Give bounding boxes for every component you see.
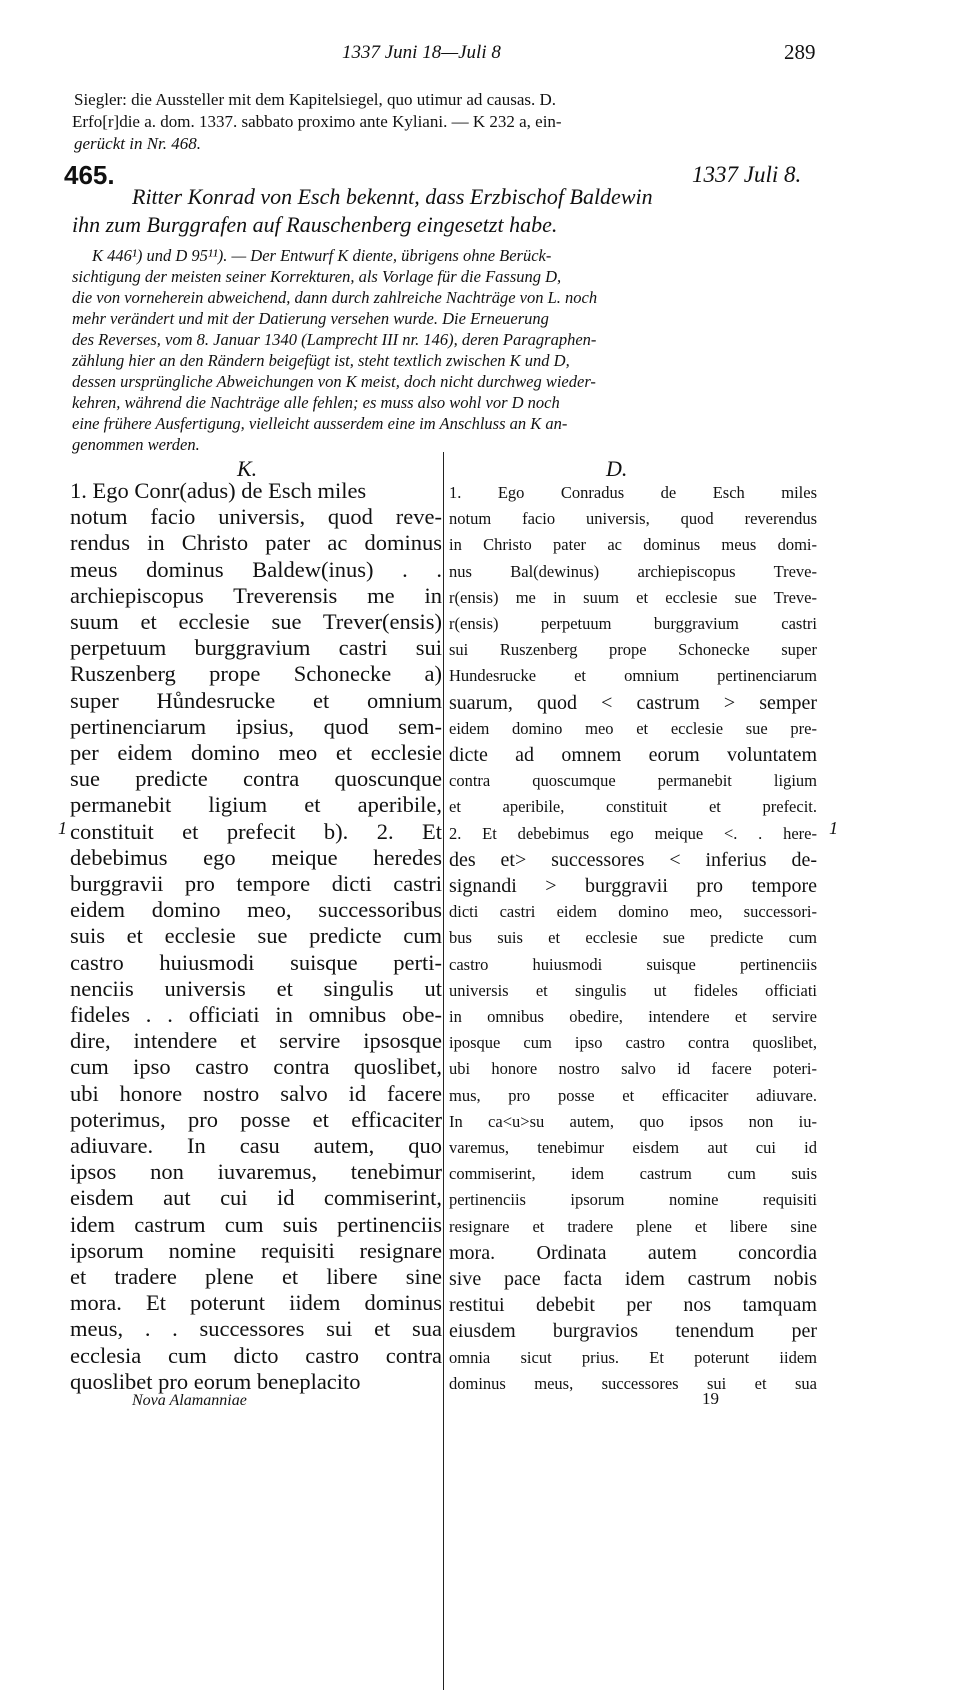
column-k-line: mora. Et poterunt iidem dominus [70, 1290, 442, 1316]
column-heading-k: K. [237, 456, 258, 481]
column-k-line: eidem domino meo, successoribus [70, 897, 442, 923]
previous-entry-line: Erfo[r]die a. dom. 1337. sabbato proximo ante Kyliani. — K 232 a, ein- [72, 112, 562, 131]
column-k-line: sue predicte contra quoscunque [70, 766, 442, 792]
description-line: genommen werden. [72, 435, 200, 454]
entry-title-line: ihn zum Burggrafen auf Rauschenberg eingesetzt habe. [72, 212, 558, 237]
column-d-line: eiusdem burgravios tenendum per [449, 1320, 817, 1343]
page-number: 289 [784, 40, 816, 64]
description-line: die von vorneherein abweichend, dann durch zahlreiche Nachträge von L. noch [72, 288, 598, 307]
margin-paragraph-number-right: 1 [829, 818, 838, 838]
column-k-line: fideles . . officiati in omnibus obe- [70, 1002, 442, 1027]
column-d-line: 2. Et debebimus ego meique <. . here- [449, 823, 817, 843]
description-line: mehr verändert und mit der Datierung versehen wurde. Die Erneuerung [72, 309, 549, 328]
column-d-line: mora. Ordinata autem concordia [449, 1241, 817, 1264]
column-d-line: pertinenciis ipsorum nomine requisiti [449, 1190, 817, 1210]
description-line: des Reverses, vom 8. Januar 1340 (Lamprecht III nr. 146), deren Paragraphen- [72, 330, 597, 349]
column-k-line: rendus in Christo pater ac dominus [70, 530, 442, 556]
entry-title-line: Ritter Konrad von Esch bekennt, dass Erzbischof Baldewin [132, 184, 653, 209]
column-d-line: r(ensis) perpetuum burggravium castri [449, 614, 817, 633]
column-d-line: des et> successores ˂ inferius de- [449, 848, 817, 871]
column-d-line: dicte ad omnem eorum voluntatem [449, 744, 817, 766]
column-k-line: ecclesia cum dicto castro contra [70, 1342, 442, 1368]
column-k-line: meus dominus Baldew(inus) . . [70, 556, 442, 582]
description-line: sichtigung der meisten seiner Korrekturen, als Vorlage für die Fassung D, [72, 267, 562, 286]
column-k-line: perpetuum burggravium castri sui [70, 635, 442, 661]
column-k-line: ipsos non iuvaremus, tenebimur [70, 1159, 442, 1185]
description-line: zählung hier an den Rändern beigefügt ist, steht textlich zwischen K und D, [72, 351, 570, 370]
column-k-line: meus, . . successores sui et sua [70, 1316, 442, 1342]
column-k-line: nenciis universis et singulis ut [70, 975, 442, 1001]
previous-entry-line: Siegler: die Aussteller mit dem Kapitelsiegel, quo utimur ad causas. D. [74, 90, 557, 109]
column-k-line: archiepiscopus Treverensis me in [70, 582, 442, 608]
column-k-line: eisdem aut cui id commiserint, [70, 1185, 442, 1211]
column-divider [443, 452, 444, 1690]
column-d-line: restitui debebit per nos tamquam [449, 1294, 817, 1317]
column-d-line: signandi ˃ burggravii pro tempore [449, 875, 817, 897]
column-k-line: suis et ecclesie sue predicte cum [70, 923, 442, 949]
column-k-line: super Hůndesrucke et omnium [70, 687, 442, 713]
column-d-line: dominus meus, successores sui et sua [449, 1373, 817, 1393]
column-d-line: notum facio universis, quod reverendus [449, 509, 817, 529]
column-k-line: adiuvare. In casu autem, quo [70, 1133, 442, 1158]
column-d-line: et aperibile, constituit et prefecit. [449, 797, 817, 817]
column-d-line: In ca<u>su autem, quo ipsos non iu- [449, 1111, 817, 1131]
column-k-line: constituit et prefecit b). 2. Et [70, 818, 442, 844]
column-k-line: cum ipso castro contra quoslibet, [70, 1054, 442, 1080]
column-d-line: mus, pro posse et efficaciter adiuvare. [449, 1085, 817, 1105]
column-k-line: et tradere plene et libere sine [70, 1264, 442, 1289]
column-k-line: poterimus, pro posse et efficaciter [70, 1106, 442, 1132]
column-d-line: eidem domino meo et ecclesie sue pre- [449, 718, 817, 738]
column-d-line: commiserint, idem castrum cum suis [449, 1164, 817, 1184]
entry-number: 465. [64, 160, 115, 190]
column-k-line: ubi honore nostro salvo id facere [70, 1080, 442, 1106]
column-d-line: 1. Ego Conradus de Esch miles [449, 483, 817, 502]
column-k-line: Ruszenberg prope Schonecke a) [70, 661, 442, 687]
description-line: eine frühere Ausfertigung, vielleicht ausserdem eine im Anschluss an K an- [72, 414, 568, 433]
column-d-line: bus suis et ecclesie sue predicte cum [449, 928, 817, 948]
margin-paragraph-number-left: 1 [58, 818, 67, 838]
column-d-line: varemus, tenebimur eisdem aut cui id [449, 1138, 817, 1157]
column-k-line: ipsorum nomine requisiti resignare [70, 1237, 442, 1263]
column-k-line: burggravii pro tempore dicti castri [70, 871, 442, 896]
column-k-line: dire, intendere et servire ipsosque [70, 1028, 442, 1054]
column-d-line: castro huiusmodi suisque pertinenciis [449, 954, 817, 974]
column-d-line: sive pace facta idem castrum nobis [449, 1268, 817, 1290]
column-d-line: Hundesrucke et omnium pertinenciarum [449, 666, 817, 686]
column-d-line: contra quoscumque permanebit ligium [449, 771, 817, 791]
column-k-line: 1. Ego Conr(adus) de Esch miles [70, 478, 367, 503]
running-header-dates: 1337 Juni 18—Juli 8 [342, 42, 501, 63]
column-heading-d: D. [606, 456, 628, 481]
column-k-line: pertinenciarum ipsius, quod sem- [70, 713, 442, 739]
column-d-line: r(ensis) me in suum et ecclesie sue Treve- [449, 587, 817, 607]
column-k-line: permanebit ligium et aperibile, [70, 792, 442, 818]
column-d-line: ubi honore nostro salvo id facere poteri- [449, 1059, 817, 1079]
column-d-line: in Christo pater ac dominus meus domi- [449, 535, 817, 555]
column-k-line: castro huiusmodi suisque perti- [70, 949, 442, 975]
column-d-line: resignare et tradere plene et libere sine [449, 1216, 817, 1236]
column-k-line: per eidem domino meo et ecclesie [70, 740, 442, 765]
description-line: kehren, während die Nachträge alle fehlen; es muss also wohl vor D noch [72, 393, 560, 412]
column-d-line: sui Ruszenberg prope Schonecke super [449, 640, 817, 660]
column-k-line: debebimus ego meique heredes [70, 844, 442, 870]
previous-entry-line: gerückt in Nr. 468. [74, 134, 202, 153]
column-k-line: notum facio universis, quod reve- [70, 504, 442, 530]
description-line: dessen ursprüngliche Abweichungen von K meist, doch nicht durchweg wieder- [72, 372, 596, 391]
column-d-line: omnia sicut prius. Et poterunt iidem [449, 1347, 817, 1367]
entry-date: 1337 Juli 8. [692, 162, 802, 187]
description-line: K 446¹) und D 95¹¹). — Der Entwurf K diente, übrigens ohne Berück- [92, 246, 552, 265]
signature-mark-left: Nova Alamanniae [132, 1392, 247, 1409]
column-d-line: nus Bal(dewinus) archiepiscopus Treve- [449, 561, 817, 581]
column-d-line: suarum, quod ˂ castrum ˃ semper [449, 691, 817, 714]
column-d-line: dicti castri eidem domino meo, successori- [449, 902, 817, 922]
column-d-line: in omnibus obedire, intendere et servire [449, 1007, 817, 1026]
column-d-line: iposque cum ipso castro contra quoslibet, [449, 1033, 817, 1053]
column-d-line: universis et singulis ut fideles officiati [449, 980, 817, 1000]
column-k-line: quoslibet pro eorum beneplacito [70, 1368, 361, 1394]
signature-mark-right: 19 [702, 1389, 719, 1408]
column-k-line: idem castrum cum suis pertinenciis [70, 1211, 442, 1237]
column-k-line: suum et ecclesie sue Trever(ensis) [70, 609, 442, 634]
